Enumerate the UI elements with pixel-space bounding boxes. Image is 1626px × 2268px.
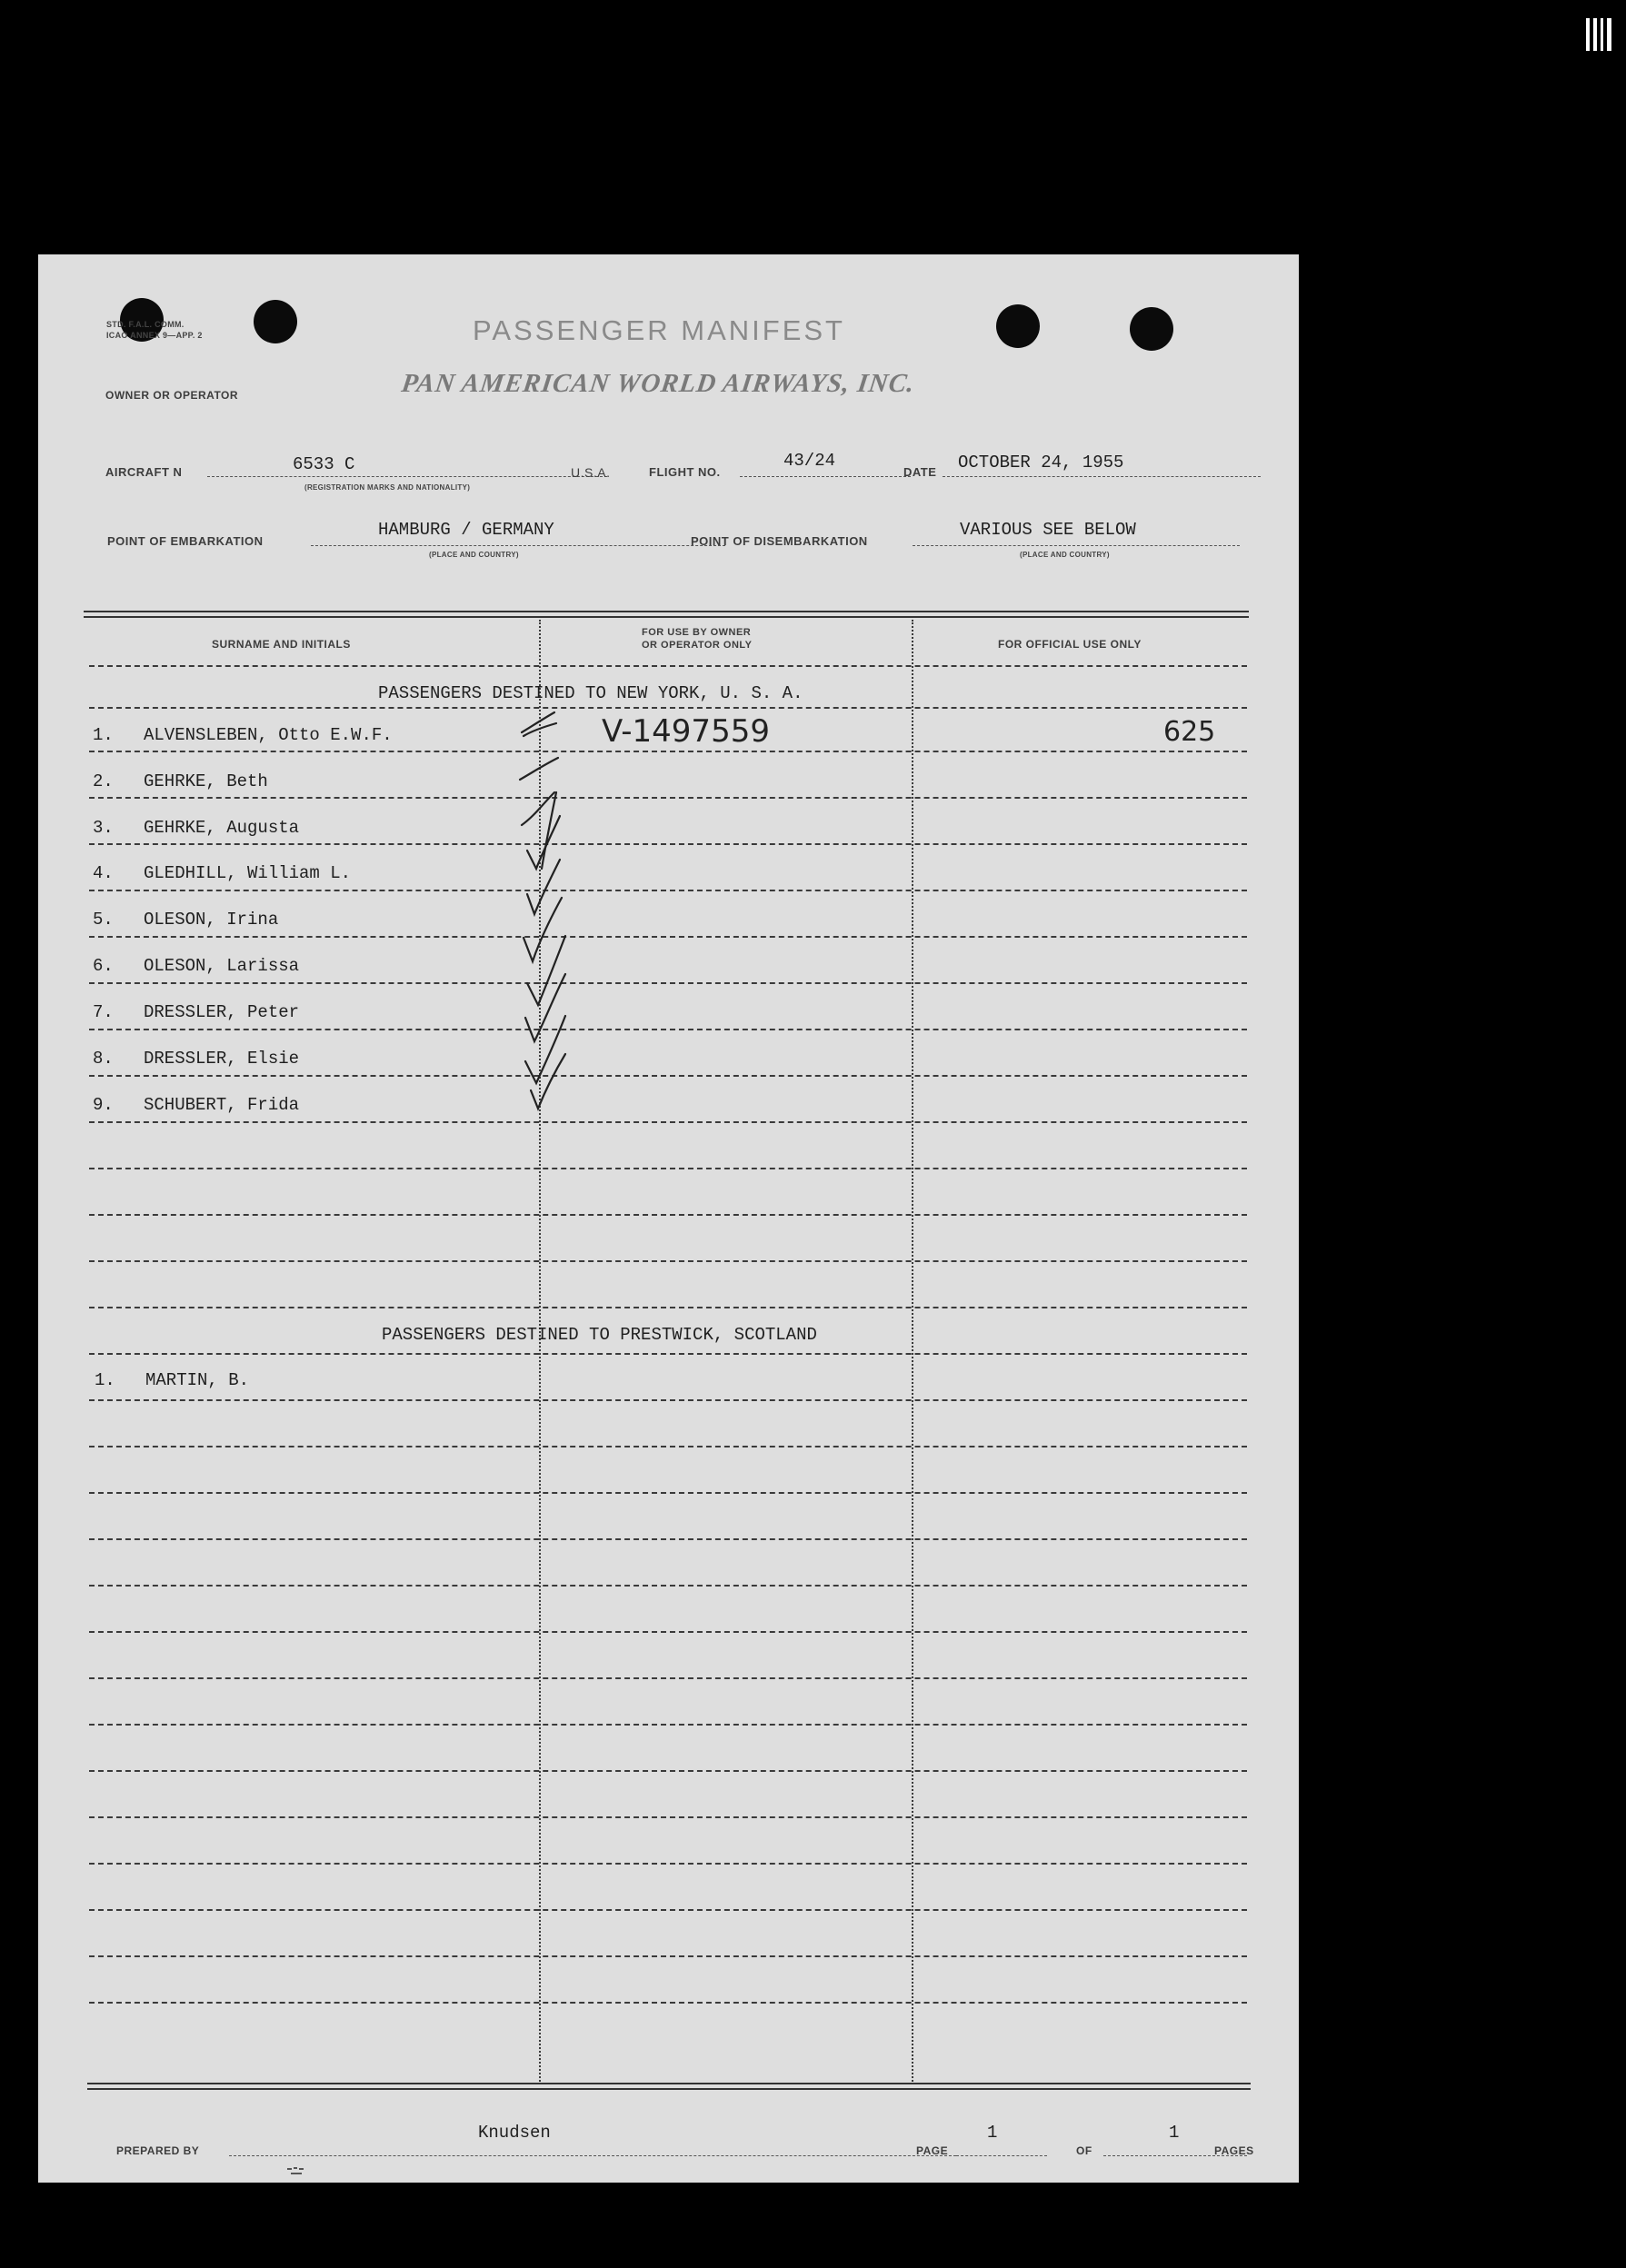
check-mark xyxy=(522,792,554,825)
ruled-line xyxy=(89,1214,1247,1216)
form-reference-line1: STD. F.A.L. COMM. xyxy=(106,320,185,329)
passenger-name: SCHUBERT, Frida xyxy=(144,1095,300,1115)
ruled-line xyxy=(89,936,1247,938)
official-code: 625 xyxy=(1163,716,1216,748)
document-title: PASSENGER MANIFEST xyxy=(473,314,845,346)
ruled-line xyxy=(89,1631,1247,1633)
ruled-line xyxy=(89,1816,1247,1818)
ruled-line xyxy=(89,1538,1247,1540)
check-marks xyxy=(511,709,593,1145)
column-divider xyxy=(912,620,913,2084)
row-number: 8. xyxy=(93,1049,114,1069)
check-mark xyxy=(527,860,560,914)
ruled-line xyxy=(89,1585,1247,1587)
ruled-line xyxy=(89,1863,1247,1865)
check-mark xyxy=(527,936,565,1005)
ruled-line xyxy=(89,1955,1247,1957)
total-pages: 1 xyxy=(1169,2123,1180,2143)
disembarkation-sublabel: (PLACE AND COUNTRY) xyxy=(1020,551,1110,559)
prepared-by-label: PREPARED BY xyxy=(116,2144,200,2157)
aircraft-registration: 6533 C xyxy=(293,454,355,474)
form-reference-line2: ICAO ANNEX 9—APP. 2 xyxy=(106,331,203,340)
pages-label: PAGES xyxy=(1214,2144,1254,2157)
ruled-line xyxy=(89,1075,1247,1077)
ruled-line xyxy=(89,1168,1247,1169)
flight-date: OCTOBER 24, 1955 xyxy=(958,453,1124,472)
prepared-by-name: Knudsen xyxy=(478,2123,551,2143)
passenger-name: MARTIN, B. xyxy=(145,1370,250,1390)
ruled-line xyxy=(89,1770,1247,1772)
ruled-line xyxy=(89,1446,1247,1447)
page-number: 1 xyxy=(987,2123,998,2143)
ruled-line xyxy=(89,1399,1247,1401)
ruled-line xyxy=(89,1353,1247,1355)
ruled-line xyxy=(89,751,1247,752)
country-label: U.S.A. xyxy=(571,465,611,480)
check-mark xyxy=(524,723,556,736)
row-number: 7. xyxy=(93,1002,114,1022)
ruled-line xyxy=(89,1677,1247,1679)
check-mark xyxy=(520,758,558,780)
owner-operator-label: OWNER OR OPERATOR xyxy=(105,389,239,402)
page-label: PAGE xyxy=(916,2144,949,2157)
row-number: 1. xyxy=(95,1370,115,1390)
section-heading-new-york: PASSENGERS DESTINED TO NEW YORK, U. S. A. xyxy=(378,683,803,703)
ruled-line xyxy=(89,1121,1247,1123)
printer-mark-icon xyxy=(285,2166,309,2177)
ruled-line xyxy=(89,1260,1247,1262)
of-label: OF xyxy=(1076,2144,1092,2157)
operator-name: PAN AMERICAN WORLD AIRWAYS, INC. xyxy=(399,369,917,398)
column-header-surname: SURNAME AND INITIALS xyxy=(212,638,351,651)
manifest-sheet xyxy=(38,254,1299,2183)
passenger-name: DRESSLER, Elsie xyxy=(144,1049,300,1069)
passenger-name: OLESON, Irina xyxy=(144,910,279,930)
ruled-line xyxy=(89,843,1247,845)
disembarkation-place: VARIOUS SEE BELOW xyxy=(960,520,1136,540)
embarkation-label: POINT OF EMBARKATION xyxy=(107,534,264,548)
ruled-line xyxy=(89,1029,1247,1030)
ruled-line xyxy=(89,665,1247,667)
embarkation-place: HAMBURG / GERMANY xyxy=(378,520,554,540)
row-number: 9. xyxy=(93,1095,114,1115)
ruled-line xyxy=(89,1909,1247,1911)
row-number: 2. xyxy=(93,771,114,791)
owner-note: V-1497559 xyxy=(602,713,770,750)
row-number: 4. xyxy=(93,863,114,883)
column-header-owner-line2: OR OPERATOR ONLY xyxy=(642,640,753,651)
punch-hole xyxy=(254,300,297,343)
column-header-official: FOR OFFICIAL USE ONLY xyxy=(998,638,1142,651)
check-mark xyxy=(525,1016,565,1083)
ruled-line xyxy=(89,890,1247,891)
ruled-line xyxy=(89,707,1247,709)
punch-hole xyxy=(1130,307,1173,351)
passenger-name: DRESSLER, Peter xyxy=(144,1002,300,1022)
section-heading-prestwick: PASSENGERS DESTINED TO PRESTWICK, SCOTLAND xyxy=(382,1325,817,1345)
ruled-line xyxy=(89,1492,1247,1494)
date-label: DATE xyxy=(903,465,937,479)
aircraft-label: AIRCRAFT N xyxy=(105,465,183,479)
column-header-owner-line1: FOR USE BY OWNER xyxy=(642,627,752,638)
aircraft-sublabel: (REGISTRATION MARKS AND NATIONALITY) xyxy=(304,483,471,492)
disembarkation-label: POINT OF DISEMBARKATION xyxy=(691,534,868,548)
check-mark xyxy=(524,898,562,961)
punch-hole xyxy=(996,304,1040,348)
passenger-name: OLESON, Larissa xyxy=(144,956,300,976)
passenger-name: ALVENSLEBEN, Otto E.W.F. xyxy=(144,725,393,745)
row-number: 6. xyxy=(93,956,114,976)
passenger-name: GEHRKE, Beth xyxy=(144,771,268,791)
flight-number: 43/24 xyxy=(783,451,836,471)
ruled-line xyxy=(89,797,1247,799)
passenger-name: GEHRKE, Augusta xyxy=(144,818,300,838)
scan-registration-mark xyxy=(1584,16,1617,53)
ruled-line xyxy=(89,1307,1247,1308)
row-number: 3. xyxy=(93,818,114,838)
row-number: 1. xyxy=(93,725,114,745)
embarkation-sublabel: (PLACE AND COUNTRY) xyxy=(429,551,519,559)
ruled-line xyxy=(89,982,1247,984)
passenger-name: GLEDHILL, William L. xyxy=(144,863,352,883)
flight-number-label: FLIGHT NO. xyxy=(649,465,721,479)
ruled-line xyxy=(89,2002,1247,2004)
ruled-line xyxy=(89,1724,1247,1726)
row-number: 5. xyxy=(93,910,114,930)
